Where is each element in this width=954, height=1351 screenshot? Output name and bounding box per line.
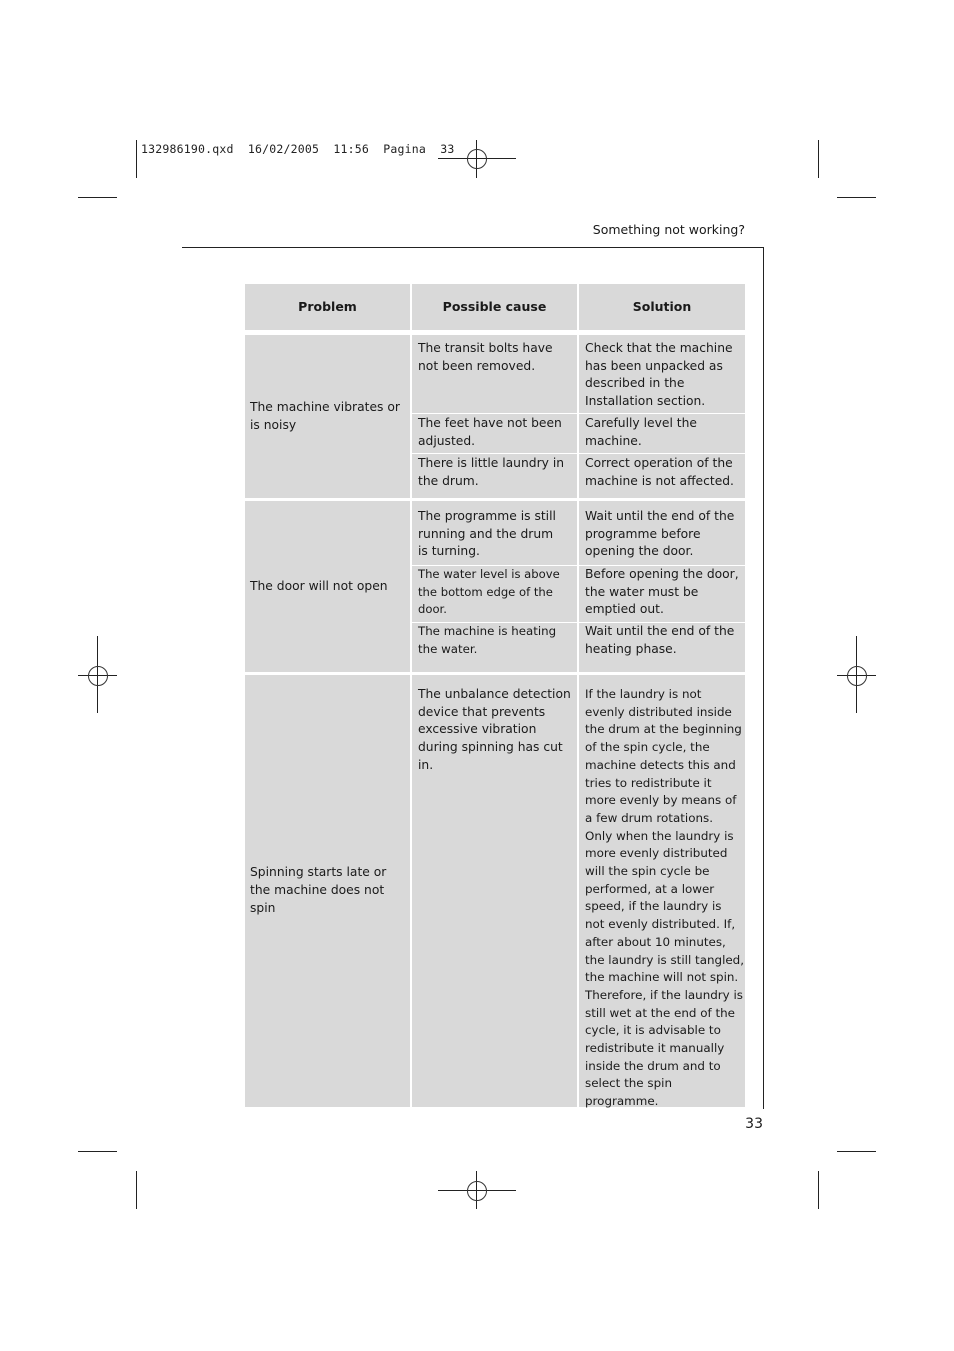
solution-text: Wait until the end of the heating phase. bbox=[585, 624, 735, 656]
solution-text: Check that the machine has been unpacked as described in the Installation section. bbox=[585, 341, 733, 409]
cause-text: The machine is heating the water. bbox=[418, 624, 557, 656]
problem-cell: The door will not open bbox=[245, 501, 410, 672]
page-number: 33 bbox=[745, 1116, 763, 1132]
cause-cell bbox=[412, 675, 577, 1107]
row-divider bbox=[412, 453, 745, 454]
solution-text: If the laundry is not evenly distributed inside the drum at the beginning of the spin cycle, the machine detects this and tries to redistribute it more evenly by means of a few drum rotations. Only when the laundry is more evenly distributed will the spin cycle be performed, at a lower speed, if the laundry is not evenly distributed. If, after about 10 minutes, the laundry is still tangled, the machine will not spin. Therefore, if the laundry is still wet at the end of the cycle, it is advisable to redistribute it manually inside the drum and to select the spin programme. bbox=[585, 687, 745, 1109]
registration-mark-icon bbox=[467, 149, 487, 169]
problem-cell: The machine vibrates or is noisy bbox=[245, 335, 410, 498]
problem-cell: Spinning starts late or the machine does not spin bbox=[245, 675, 410, 1107]
crop-mark bbox=[78, 1151, 117, 1152]
solution-text: Carefully level the machine. bbox=[585, 416, 697, 448]
row-divider bbox=[412, 413, 745, 414]
page-section-title: Something not working? bbox=[592, 222, 745, 237]
cause-text: The transit bolts have not been removed. bbox=[418, 341, 553, 373]
crop-mark bbox=[136, 140, 137, 178]
crop-mark bbox=[818, 1171, 819, 1209]
print-slug: 132986190.qxd 16/02/2005 11:56 Pagina 33 bbox=[141, 142, 455, 156]
solution-cell bbox=[579, 335, 745, 498]
solution-text: Before opening the door, the water must be emptied out. bbox=[585, 567, 739, 617]
side-rule bbox=[763, 247, 764, 1109]
column-header-solution: Solution bbox=[579, 284, 745, 330]
header-rule bbox=[182, 247, 764, 248]
solution-cell bbox=[579, 675, 745, 1107]
registration-mark-icon bbox=[847, 666, 867, 686]
cause-text: The programme is still running and the drum is turning. bbox=[418, 509, 556, 559]
cause-cell bbox=[412, 501, 577, 672]
column-header-problem: Problem bbox=[245, 284, 410, 330]
row-divider bbox=[412, 565, 745, 566]
crop-mark bbox=[136, 1171, 137, 1209]
crop-mark bbox=[78, 197, 117, 198]
cause-text: There is little laundry in the drum. bbox=[418, 456, 565, 488]
cause-text: The feet have not been adjusted. bbox=[418, 416, 562, 448]
row-divider bbox=[412, 622, 745, 623]
cause-text: The water level is above the bottom edge of the door. bbox=[418, 567, 560, 617]
crop-mark bbox=[837, 1151, 876, 1152]
registration-mark-icon bbox=[88, 666, 108, 686]
solution-text: Correct operation of the machine is not affected. bbox=[585, 456, 734, 488]
cause-cell bbox=[412, 335, 577, 498]
crop-mark bbox=[818, 140, 819, 178]
registration-mark-icon bbox=[467, 1181, 487, 1201]
solution-cell bbox=[579, 501, 745, 672]
crop-mark bbox=[837, 197, 876, 198]
cause-text: The unbalance detection device that prevents excessive vibration during spinning has cut in. bbox=[418, 687, 571, 772]
solution-text: Wait until the end of the programme before opening the door. bbox=[585, 509, 735, 559]
column-header-cause: Possible cause bbox=[412, 284, 577, 330]
